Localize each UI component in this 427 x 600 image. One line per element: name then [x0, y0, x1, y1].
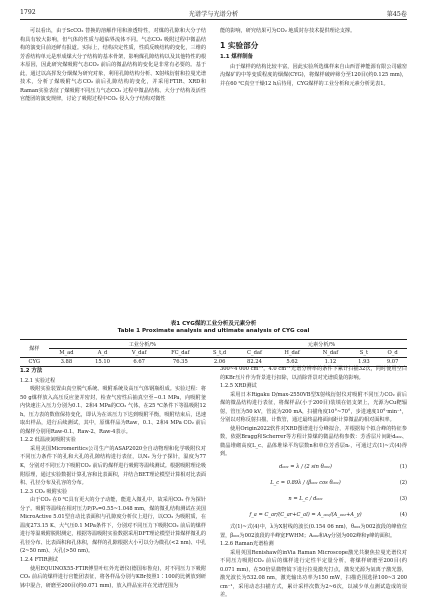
table-cell: 3.88: [49, 358, 85, 367]
table-caption-en: Table 1 Proximate analysis and ultimate analysis of CYG coal: [117, 328, 310, 334]
table-cell: 6.67: [121, 358, 157, 367]
volume-label: 第45卷: [386, 11, 407, 18]
table-header-ultimate: 元素分析/%: [236, 340, 407, 349]
table-cell: 2.06: [203, 358, 236, 367]
table-header-coal: 煤样: [20, 340, 49, 358]
page-number: 1792: [20, 9, 36, 16]
method-paragraph: 采用日本Rigaku D/max-2550VB型X射线衍射仪对吸附不同压力CO₂ 前后煤的微晶结构进行表征，将煤样品(小于200目)装填在铝支架上，光源为Cu靶辐射，管压为50 kV，管流为200 mA，扫描角度10°~70°，步进速度10°·min⁻¹，分别以对称反射扫描，计数管，通过最终晶格面间距计算微晶的相对面积率。: [220, 391, 407, 424]
table-caption-cn: 表1 CYG煤的工业分析及元素分析: [170, 321, 257, 327]
section-heading-1: 1 实验部分: [220, 40, 259, 50]
table-cell: 9.07: [378, 358, 407, 367]
table-col-head: S_t: [359, 350, 369, 356]
table-col-head: H_daf: [284, 350, 300, 356]
subsection-heading-1-2: 1.2 方法: [20, 368, 43, 374]
running-header: [20, 9, 407, 19]
table-header-proximate: 工业分析/%: [49, 340, 236, 349]
method-paragraph: 由于CO₂ 在0 ℃具有更大的分子动能，能进入微孔中，故采用CO₂ 作为探针分子。吸附等温线在相对压力P/P₀=0.55~1.048 mm，煤的微孔结构测试在美国MicroActive 5.01型自动比表面积与孔隙度分析仪上进行，以CO₂ 为吸附质，在温度273.15 K、大气压0.1 MPa条件下，分别对不同压力下吸附CO₂ 前后的煤样进行等温吸附脱附测定，根据等温吸附实验数据采用DFT理论模型计算煤样微孔的孔径分布、比表面积和孔体积，煤样的孔隙根据大小可以分为微孔(<2 nm)、中孔(2~50 nm)、大孔(>50 nm)。: [20, 497, 206, 555]
equation-4: f_a = C_ar/(C_ar+C_al) = A_₀₀₂/(A_₀₀₂+A_γ) (4): [249, 511, 407, 518]
method-paragraph: 300~4 000 cm⁻¹，4.0 cm⁻¹光谱分辨率的条件下累计扫描32次，同时使用空白的KBr压片作为背景进行扣除，以消除背景对光谱质量的影响。: [220, 366, 407, 381]
table-col-head: FC_daf: [171, 350, 190, 356]
intro-continuation: 能的影响，研究结果可为CO₂ 地质封存技术提供理论支撑。: [220, 28, 356, 34]
subsubsection-heading: 1.2.4 FTIR测试: [20, 557, 58, 564]
table-cell: 1.93: [350, 358, 379, 367]
experiment-column-top: [220, 27, 407, 88]
subsubsection-heading: 1.2.6 Raman光谱检测: [220, 541, 274, 548]
methods-column-right: [220, 365, 407, 600]
table-cell: 15.10: [84, 358, 121, 367]
method-paragraph: 采用美国Micromeritics公司生产的ASAP2020全自动物理和化学吸附仪对不同压力条件下的孔和大孔的孔隙结构进行表征，以N₂ 为分子探针，温度为77 K，分别对不同压力下吸附CO₂ 前后的煤样进行吸附等温线测试。根据吸附理论吸附原理，通过实验数据计算孔容和比表面积，并结合BET理论模型计算相对比表面积、孔径分布及孔容的分布。: [20, 445, 206, 487]
equation-2: L_c = 0.89λ / (β₀₀₂ cos θ₀₀₂) (2): [270, 479, 407, 486]
table-cell: 76.35: [157, 358, 203, 367]
header-rule: [20, 19, 407, 20]
table-col-head: C_daf: [247, 350, 262, 356]
method-paragraph: 吸附实验装置由真空脱气系统、吸附系统及高压气体钢瓶组成。实验过程：将50 g煤样放入高压反应釜并密封，检查气密性后抽真空至−0.1 MPa，向吸附釜内快速注入压力分别为0.1、2和4 MPa的CO₂ 气体，在25 ℃条件下等温吸附12 h。压力表的数值保持变化，即认为在该压力下达到吸附平衡，吸附结束后，迅速取出样品，进行后续测试，其中，原煤样品为Raw，0.1、2和4 MPa CO₂ 前后的煤样分别用Raw-0.1、Raw-2、Raw-4表示。: [20, 386, 206, 435]
subsubsection-heading: 1.2.1 实验过程: [20, 377, 56, 384]
table-col-head: S_t,d: [213, 350, 227, 356]
subsection-heading-1-1: 1.1 煤样制备: [220, 54, 253, 61]
intro-column: [20, 27, 206, 104]
journal-title: 光谱学与光谱分析: [188, 11, 239, 18]
table-col-head: N_daf: [322, 350, 339, 356]
equation-3: n = L_c / d₀₀₂ (3): [288, 495, 407, 502]
table-col-head: O_d: [387, 350, 398, 356]
method-paragraph: 使用EQUINOX55-FTIR傅里叶红外光谱仪(德国布鲁克)，对不同压力下吸附CO₂ 前后的煤样进行官能团表征，将各样品分别与KBr按照1∶100的比例放到研钵中混合，研磨至200目(约0.071 mm)，放入样品室并在光谱范围为: [20, 565, 206, 589]
table-cell: CYG: [20, 358, 49, 367]
analysis-table: [20, 339, 407, 367]
table-cell: 1.12: [311, 358, 349, 367]
subsubsection-heading: 1.2.2 低温液氮吸附实验: [20, 437, 76, 444]
subsubsection-heading: 1.2.5 XRD测试: [220, 383, 257, 390]
subsubsection-heading: 1.2.3 CO₂ 吸附实验: [20, 488, 68, 495]
sample-paragraph: 由于煤样的结构比较丰富，因此实验所选煤样来自山西晋神能源有限公司磁窑沟煤矿的中等变质程度的烟煤(CYG)，将煤样破碎筛分至120目(约0.125 mm)，并在60 ℃真空干燥12 h后待用，CYG煤样的工业分析和元素分析见表1。: [220, 63, 407, 87]
table-cell: 82.24: [236, 358, 273, 367]
table-col-head: M_ad: [59, 350, 74, 356]
table-col-head: V_daf: [131, 350, 147, 356]
equation-1: d₀₀₂ = λ / (2 sin θ₀₀₂) (1): [279, 463, 407, 470]
table-col-head: A_d: [97, 350, 108, 356]
table-cell: 5.62: [273, 358, 311, 367]
methods-column: [20, 365, 206, 590]
method-paragraph: 使用Origin2022软件对XRD图谱进行分峰拟合，并根据每个拟合峰的特征参数，依据Bragg和Scherrer等方程计算煤的微晶结构参数：芳香层片间距d₀₀₂、微晶堆砌高度L_c、晶体堆垛平均层数n和单位芳香层nᵣ，可通过式(1)~式(4)得到。: [220, 425, 407, 458]
method-paragraph: 采用英国Renishaw的inVia Raman Microscope激光共聚焦拉曼光谱仪对不同压力吸附CO₂ 前后的煤样进行定性半定量分析，将煤样研磨至200目(约0.071 mm)，在50倍显微物镜下进行拉曼激光打点，激发光源为氩离子激光器，激光波长为532.08 nm，激光输出功率为150 mW，扫描范围选择100~3 200 cm⁻¹，采用动态扫描方式，累计采样次数为2~6次，以减少单点测试造成的误差。: [220, 549, 407, 599]
intro-paragraph: 可以看出，由于ScCO₂ 替换的溶解作用和渗透特性，对煤的孔隙和大分子结构具有较大影响，但气体的性质与超临界流体不同。气态CO₂ 吸附过程中微晶结构的演变目前还鲜有报道。实际上，结构决定性质，性质反映结构的变化，三维的芳香结构单元是形成煤大分子结构的基本骨架，影响煤孔隙结构以及其他特性的根本原因，因此研究煤吸附气态CO₂ 前后的微晶结构的变化是非常有必要的。基于此，通过以高挥发分烟煤为研究对象，利用孔隙结构分析、X射线衍射和拉曼光谱技术，分析了煤吸附气态CO₂ 前后孔隙结构的变化，并采用FTIR、XRD和Raman实验表征了煤吸附不同压力气态CO₂ 过程中微晶结构、大分子结构及活性官能团的演变规律，讨论了吸附过程中CO₂ 侵入分子结构对微性: [20, 28, 206, 103]
method-paragraph: 式(1)~式(4)中，λ为X射线的波长(0.154 06 nm)，θ₀₀₂为002波段的峰值位置，β₀₀₂为002波段的半峰宽FWHM；A₀₀₂和Aγ分别为002峰和γ峰的面积。: [220, 524, 407, 539]
